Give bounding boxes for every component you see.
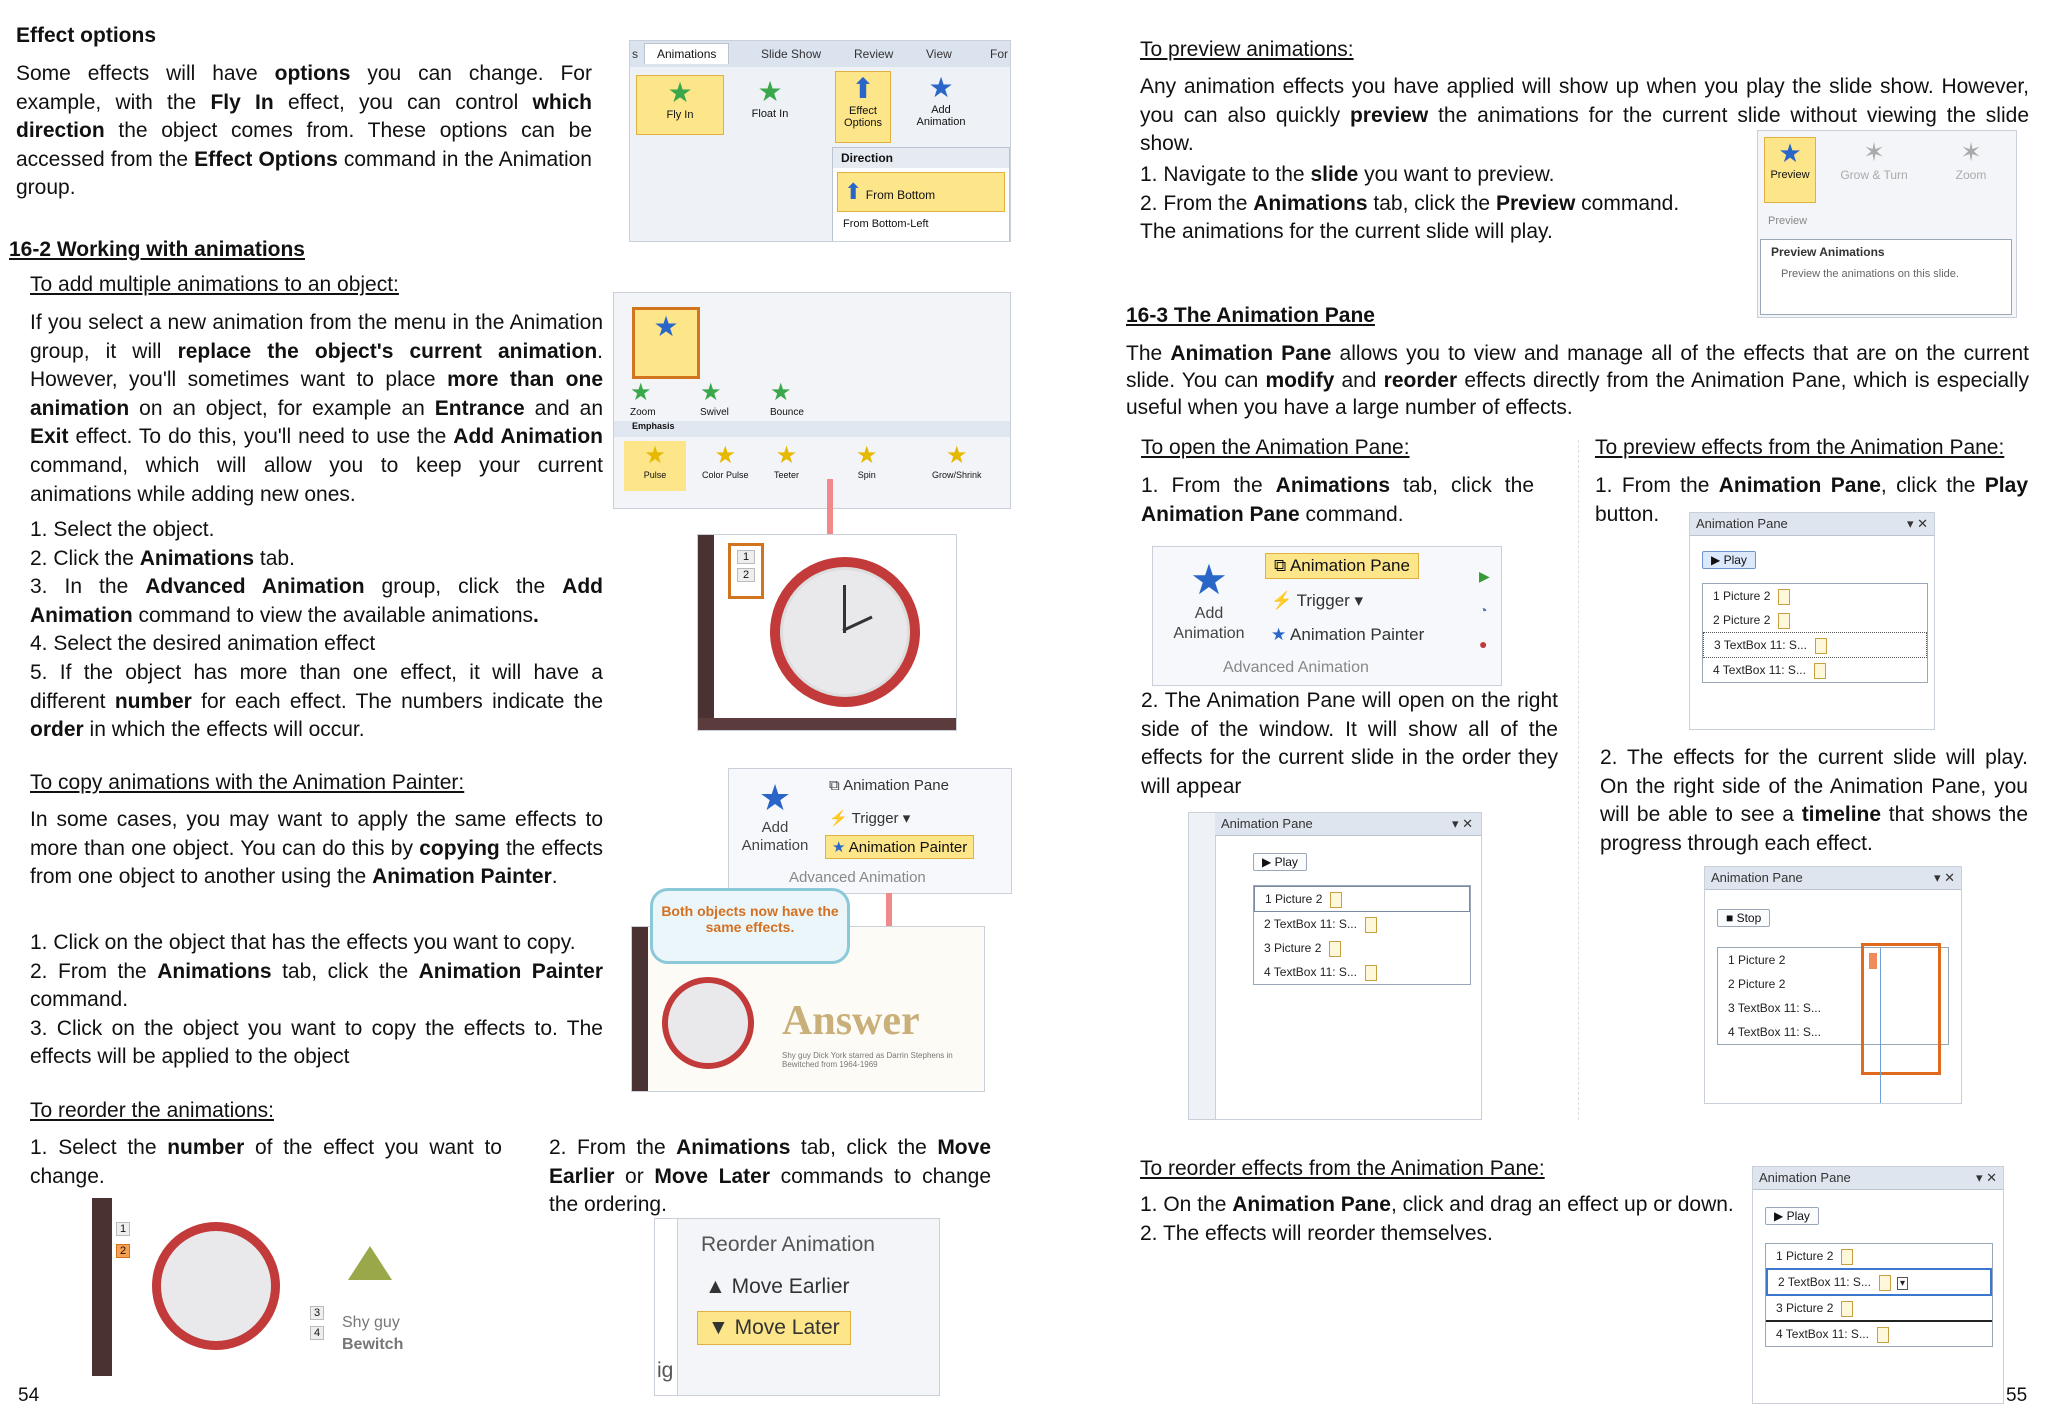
clock-screenshot bbox=[697, 534, 957, 731]
step-line: 1. On the Animation Pane, click and drag an effect up or down. bbox=[1140, 1193, 1734, 1216]
timeline-box bbox=[1365, 917, 1377, 933]
step-line: 2. From the Animations tab, click the Animation Painter command. bbox=[30, 959, 603, 1012]
list-item[interactable] bbox=[1254, 960, 1470, 984]
triangle-logo bbox=[348, 1246, 392, 1280]
timeline-box bbox=[1877, 1327, 1889, 1343]
reorder-pane-steps bbox=[1140, 1191, 1760, 1248]
list-item-label: 3 TextBox 11: S... bbox=[1714, 638, 1807, 652]
preview-label: Preview bbox=[1770, 169, 1810, 181]
step-line: 5. If the object has more than one effect, it will have a different number for each effect. The numbers indicate the order in which the effects will occur. bbox=[30, 660, 603, 742]
preview-tooltip bbox=[1760, 239, 2012, 315]
play-label: Play bbox=[1786, 1209, 1810, 1223]
reorder-step1: 1. Select the number of the effect you want to change. bbox=[30, 1136, 502, 1188]
pane-title: Animation Pane bbox=[1759, 1170, 1851, 1185]
gallery-group-label: Emphasis bbox=[614, 421, 1011, 437]
column-divider bbox=[1578, 440, 1580, 1120]
timeline-box bbox=[1329, 941, 1341, 957]
ribbon-tab-format[interactable]: For bbox=[990, 47, 1008, 61]
ribbon-tab-review[interactable]: Review bbox=[854, 47, 894, 61]
shy-guy-line: Shy guy bbox=[342, 1314, 400, 1331]
animation-painter-label: Animation Painter bbox=[848, 839, 968, 856]
pane-title: Animation Pane bbox=[1221, 816, 1313, 831]
color-pulse-star-icon: ★ bbox=[714, 442, 737, 469]
stop-button[interactable]: ■ Stop bbox=[1717, 909, 1770, 927]
badge-2[interactable]: 2 bbox=[116, 1244, 130, 1258]
callout-bubble: Both objects now have the same effects. bbox=[650, 888, 850, 964]
play-label: Play bbox=[1723, 553, 1747, 567]
preview-star-icon: ★ bbox=[1778, 138, 1802, 168]
badge-1[interactable]: 1 bbox=[737, 550, 755, 564]
direction-option-label: From Bottom bbox=[865, 188, 936, 202]
play-button[interactable]: ▶ Play bbox=[1253, 853, 1307, 871]
play-label: Play bbox=[1274, 855, 1298, 869]
animation-gallery-screenshot bbox=[613, 292, 1011, 509]
bewitch-line: Bewitch bbox=[342, 1336, 404, 1353]
preview-subheading: To preview animations: bbox=[1140, 38, 1354, 61]
animation-pane-body: The Animation Pane allows you to view and manage all of the effects that are on the current slide. You can modify and reorder effects directly from the Animation Pane, which is especially useful when you have a large number of effects. bbox=[1126, 342, 2030, 419]
clock-badges-screenshot bbox=[92, 1198, 412, 1376]
ribbon-tab-bar bbox=[630, 41, 1010, 67]
timeline-box bbox=[1778, 613, 1790, 629]
timeline-box bbox=[1814, 663, 1826, 679]
advanced-group-label: Advanced Animation bbox=[1223, 659, 1369, 676]
list-item-label: 2 TextBox 11: S... bbox=[1264, 917, 1357, 931]
preview-pane-subheading: To preview effects from the Animation Pane: bbox=[1595, 436, 2005, 459]
add-animation-gallery-button[interactable] bbox=[632, 307, 700, 379]
trigger-button[interactable]: ⚡ Trigger ▾ bbox=[829, 810, 911, 827]
close-icon[interactable]: ▾ ✕ bbox=[1906, 516, 1928, 531]
list-item-label: 2 Picture 2 bbox=[1728, 977, 1786, 991]
badge-4[interactable]: 4 bbox=[310, 1326, 324, 1340]
animation-pane-button[interactable]: ⧉ Animation Pane bbox=[829, 777, 949, 794]
reorder-animation-screenshot bbox=[654, 1218, 940, 1396]
add-animation-star-icon: ★ bbox=[758, 777, 792, 818]
step-line: 1. Click on the object that has the effects you want to copy. bbox=[30, 931, 576, 954]
step-line: 2. Click the Animations tab. bbox=[30, 546, 295, 570]
list-item[interactable] bbox=[1703, 584, 1927, 608]
working-heading: 16-2 Working with animations bbox=[9, 238, 305, 261]
add-animation-label: Add Animation bbox=[741, 819, 809, 854]
list-item[interactable] bbox=[1254, 936, 1470, 960]
tooltip-title: Preview Animations bbox=[1771, 245, 1885, 259]
grow-turn-star-icon: ✶ bbox=[1863, 137, 1885, 167]
pane-list bbox=[1765, 1243, 1993, 1347]
move-later-label: Move Later bbox=[734, 1316, 840, 1339]
stop-label: Stop bbox=[1736, 911, 1762, 925]
preview-screenshot bbox=[1757, 130, 2017, 318]
list-item-label: 4 TextBox 11: S... bbox=[1713, 663, 1806, 677]
gallery-item-spin[interactable]: Spin bbox=[857, 470, 876, 480]
pane-title: Animation Pane bbox=[1711, 870, 1803, 885]
close-icon[interactable]: ▾ ✕ bbox=[1933, 870, 1955, 885]
preview-pane-step1: 1. From the Animation Pane, click the Play button. bbox=[1595, 474, 2028, 526]
trigger-button[interactable]: ⚡ Trigger ▾ bbox=[1271, 591, 1364, 610]
reorder-menu-title: Reorder Animation bbox=[701, 1233, 875, 1256]
copy-body: In some cases, you may want to apply the same effects to more than one object. You can do this by copying the effects from one object to another using the Animation Painter. bbox=[30, 808, 603, 889]
open-pane-step2: 2. The Animation Pane will open on the right side of the window. It will show all of the effects for the current slide in the order they will appear bbox=[1141, 689, 1558, 798]
list-item-label: 2 TextBox 11: S... bbox=[1778, 1275, 1871, 1289]
add-multiple-body: If you select a new animation from the menu in the Animation group, it will replace the object's current animation. However, you'll sometimes want to place more than one animation on an object, for example an Entrance and an Exit effect. To do this, you'll need to use the Add Animation command, which will allow you to keep your current animations while adding new ones. bbox=[30, 311, 604, 506]
reorder-subheading: To reorder the animations: bbox=[30, 1099, 274, 1122]
timeline-box bbox=[1815, 638, 1827, 654]
direction-label: Direction bbox=[833, 148, 1009, 168]
ribbon-tab-s[interactable]: s bbox=[632, 47, 638, 61]
add-animation-star-icon: ★ bbox=[653, 311, 679, 342]
pulse-star-icon: ★ bbox=[644, 442, 666, 469]
effect-options-heading: Effect options bbox=[16, 24, 156, 47]
slide-thumb-strip bbox=[698, 535, 714, 730]
animation-pane-screenshot-a bbox=[1188, 812, 1482, 1120]
effect-options-button[interactable] bbox=[835, 71, 891, 143]
animation-pane-command-screenshot bbox=[1152, 546, 1502, 686]
list-item[interactable] bbox=[1703, 608, 1927, 632]
preview-body: Any animation effects you have applied will show up when you play the slide show. However, you can also quickly preview the animations for the current slide without viewing the slide show. bbox=[1140, 75, 2029, 156]
float-in-star-icon: ★ bbox=[757, 76, 783, 107]
effect-options-screenshot bbox=[629, 40, 1011, 242]
list-item-label: 1 Picture 2 bbox=[1713, 589, 1771, 603]
add-animation-button[interactable] bbox=[1161, 555, 1257, 644]
fly-in-label: Fly In bbox=[666, 109, 694, 121]
step-line: 2. The effects will reorder themselves. bbox=[1140, 1221, 1493, 1245]
advanced-group-label: Advanced Animation bbox=[789, 869, 926, 886]
dropdown-arrow-icon[interactable]: ▾ bbox=[1897, 1277, 1908, 1290]
preview-steps bbox=[1140, 161, 1740, 247]
list-item-label: 3 TextBox 11: S... bbox=[1728, 1001, 1821, 1015]
zoom-star-icon: ★ bbox=[630, 379, 652, 406]
animation-pane-label: Animation Pane bbox=[843, 777, 949, 794]
clock-hand bbox=[842, 616, 872, 632]
advanced-animation-painter-screenshot bbox=[728, 768, 1012, 894]
list-item-label: 4 TextBox 11: S... bbox=[1264, 965, 1357, 979]
lightning-icon: ⚡ bbox=[829, 810, 848, 827]
page-number-right: 55 bbox=[2006, 1385, 2028, 1406]
grow-shrink-star-icon: ★ bbox=[946, 442, 968, 469]
animation-pane-screenshot-b bbox=[1689, 512, 1935, 730]
grow-turn-button[interactable] bbox=[1824, 137, 1924, 201]
list-item[interactable] bbox=[1703, 658, 1927, 682]
pane-list bbox=[1253, 885, 1471, 985]
animation-pane-screenshot-d bbox=[1752, 1166, 2004, 1404]
bounce-star-icon: ★ bbox=[770, 379, 792, 406]
animation-pane-button[interactable]: ⧉ Animation Pane bbox=[1265, 553, 1419, 579]
animation-painter-button[interactable] bbox=[1271, 625, 1424, 645]
step-line: 3. Click on the object you want to copy the effects to. The effects will be applied to the object bbox=[30, 1016, 603, 1069]
swivel-star-icon: ★ bbox=[700, 379, 722, 406]
timeline-marker bbox=[1880, 947, 1881, 1103]
slide-thumb-strip bbox=[92, 1198, 112, 1376]
slide-caption: Shy guy Dick York starred as Darrin Stephens in Bewitched from 1964-1969 bbox=[782, 1051, 953, 1069]
list-item-label: 1 Picture 2 bbox=[1776, 1249, 1834, 1263]
gallery-item-teeter[interactable]: Teeter bbox=[774, 470, 800, 480]
list-item-label: 4 TextBox 11: S... bbox=[1776, 1327, 1869, 1341]
up-arrow-icon: ⬆ bbox=[844, 179, 863, 204]
list-item-label: 1 Picture 2 bbox=[1728, 953, 1786, 967]
step-line: 3. In the Advanced Animation group, click the Add Animation command to view the available animations. bbox=[30, 575, 603, 627]
grow-turn-label: Grow & Turn bbox=[1840, 168, 1908, 182]
zoom-star-icon: ✶ bbox=[1960, 137, 1982, 167]
pane-title-bar bbox=[1690, 513, 1934, 536]
animation-pane-heading: 16-3 The Animation Pane bbox=[1126, 304, 1375, 327]
list-item[interactable] bbox=[1703, 632, 1927, 658]
step-line: 2. From the Animations tab, click the Preview command. bbox=[1140, 191, 1680, 215]
animation-painter-label: Animation Painter bbox=[1290, 625, 1425, 644]
move-earlier-button[interactable]: ▲ Move Earlier bbox=[705, 1275, 850, 1298]
add-multiple-steps bbox=[30, 516, 603, 745]
slide-bottom-strip bbox=[698, 718, 956, 730]
list-item[interactable] bbox=[1766, 1268, 1992, 1296]
list-item-label: 1 Picture 2 bbox=[1265, 892, 1323, 906]
list-item[interactable] bbox=[1766, 1296, 1992, 1322]
pane-title-bar bbox=[1215, 813, 1481, 836]
gallery-item-zoom[interactable]: Zoom bbox=[630, 407, 656, 418]
add-animation-small-label: Add Animation bbox=[916, 104, 966, 128]
play-button[interactable]: ▶ Play bbox=[1765, 1207, 1819, 1225]
spin-star-icon: ★ bbox=[856, 442, 878, 469]
add-animation-label: Add Animation bbox=[1173, 605, 1245, 642]
gallery-item-bounce[interactable]: Bounce bbox=[770, 407, 804, 418]
timeline-box bbox=[1330, 892, 1342, 908]
zoom-button[interactable] bbox=[1938, 137, 2004, 201]
effect-options-body: Some effects will have options you can change. For example, with the Fly In effect, you can control which direction the object comes from. These options can be accessed from the Effect Options command in the Animation group. bbox=[16, 62, 592, 200]
list-item-label: 2 Picture 2 bbox=[1713, 613, 1771, 627]
tooltip-body: Preview the animations on this slide. bbox=[1781, 268, 1959, 280]
fly-in-star-icon: ★ bbox=[667, 77, 693, 108]
timeline-box bbox=[1841, 1301, 1853, 1317]
pane-title: Animation Pane bbox=[1696, 516, 1788, 531]
step-line: 1. Navigate to the slide you want to preview. bbox=[1140, 163, 1555, 186]
step-line: 4. Select the desired animation effect bbox=[30, 632, 376, 656]
timeline-box bbox=[1841, 1249, 1853, 1265]
preview-pane-step2: 2. The effects for the current slide will play. On the right side of the Animation Pane, you will be able to see a timeline that shows the progress through each effect. bbox=[1600, 746, 2028, 855]
float-in-label: Float In bbox=[751, 108, 789, 120]
ribbon-tab-animations[interactable]: Animations bbox=[644, 43, 729, 64]
direction-dropdown bbox=[832, 147, 1010, 242]
list-item[interactable] bbox=[1766, 1322, 1992, 1346]
painter-star-icon: ★ bbox=[1271, 625, 1287, 644]
timeline-box bbox=[1879, 1275, 1891, 1291]
float-in-button[interactable] bbox=[730, 75, 810, 133]
animation-pane-screenshot-c bbox=[1704, 866, 1962, 1104]
side-icons: ▶ ◔ ● bbox=[1479, 568, 1490, 652]
preview-button[interactable] bbox=[1764, 137, 1816, 203]
reorder-pane-subheading: To reorder effects from the Animation Pane: bbox=[1140, 1157, 1545, 1180]
copy-steps bbox=[30, 929, 603, 1072]
add-animation-star-icon: ★ bbox=[1190, 556, 1228, 603]
add-animation-small-button[interactable] bbox=[908, 71, 974, 141]
list-item-label: 3 Picture 2 bbox=[1776, 1301, 1834, 1315]
answer-text: Answer bbox=[782, 998, 920, 1044]
open-pane-subheading: To open the Animation Pane: bbox=[1141, 436, 1410, 459]
gallery-item-color-pulse[interactable]: Color Pulse bbox=[702, 470, 749, 480]
painter-star-icon: ★ bbox=[832, 839, 846, 856]
clock-image bbox=[152, 1222, 280, 1350]
ribbon-tab-slideshow[interactable]: Slide Show bbox=[761, 47, 822, 61]
timeline-bar bbox=[1869, 953, 1877, 969]
preview-group-label: Preview bbox=[1768, 215, 1808, 227]
effect-number-badges[interactable] bbox=[728, 543, 764, 599]
animation-painter-button[interactable] bbox=[825, 835, 974, 859]
animation-pane-label: Animation Pane bbox=[1289, 556, 1410, 575]
add-animation-button[interactable] bbox=[737, 777, 813, 855]
gallery-item-grow-shrink[interactable]: Grow/Shrink bbox=[932, 470, 982, 480]
move-later-button[interactable]: ▼ Move Later bbox=[697, 1311, 851, 1345]
lightning-icon: ⚡ bbox=[1271, 591, 1293, 610]
effect-options-label: Effect Options bbox=[844, 105, 882, 129]
close-icon[interactable]: ▾ ✕ bbox=[1975, 1170, 1997, 1185]
step-line: 1. Select the object. bbox=[30, 518, 215, 541]
up-arrow-icon: ⬆ bbox=[851, 73, 875, 104]
list-item-label: 3 Picture 2 bbox=[1264, 941, 1322, 955]
add-animation-star-icon: ★ bbox=[928, 72, 954, 103]
add-multiple-subheading: To add multiple animations to an object: bbox=[30, 273, 399, 296]
badge-3[interactable]: 3 bbox=[310, 1306, 324, 1320]
fly-in-button[interactable] bbox=[636, 75, 724, 135]
move-earlier-label: Move Earlier bbox=[731, 1275, 850, 1298]
gallery-ribbon-strip bbox=[704, 311, 1004, 371]
clock-image bbox=[770, 557, 920, 707]
trigger-label: Trigger bbox=[1296, 591, 1350, 610]
list-item[interactable] bbox=[1766, 1244, 1992, 1268]
trigger-label: Trigger bbox=[851, 810, 899, 827]
scrollbar[interactable] bbox=[1189, 813, 1216, 1119]
gallery-item-pulse[interactable]: Pulse bbox=[643, 470, 667, 480]
ribbon-tab-view[interactable]: View bbox=[926, 47, 952, 61]
page-number-left: 54 bbox=[18, 1385, 40, 1406]
pane-title-bar bbox=[1705, 867, 1961, 890]
zoom-label: Zoom bbox=[1955, 168, 1987, 182]
step-line: The animations for the current slide will play. bbox=[1140, 220, 1553, 244]
teeter-star-icon: ★ bbox=[775, 442, 798, 469]
pane-title-bar bbox=[1753, 1167, 2003, 1190]
clock-image bbox=[662, 977, 754, 1069]
gallery-item-swivel[interactable]: Swivel bbox=[700, 407, 729, 418]
pane-list bbox=[1702, 583, 1928, 683]
copy-subheading: To copy animations with the Animation Painter: bbox=[30, 771, 465, 794]
shy-guy-text bbox=[342, 1312, 403, 1356]
badge-1[interactable]: 1 bbox=[116, 1222, 130, 1236]
truncated-label: ig bbox=[657, 1359, 674, 1382]
clock-hand bbox=[843, 585, 846, 633]
list-item[interactable] bbox=[1254, 886, 1470, 912]
direction-option-from-bottom[interactable] bbox=[837, 172, 1005, 212]
direction-option-from-bottom-left[interactable]: From Bottom-Left bbox=[843, 218, 929, 230]
timeline-box bbox=[1778, 589, 1790, 605]
open-pane-step1: 1. From the Animations tab, click the Animation Pane command. bbox=[1141, 474, 1534, 526]
list-item-label: 4 TextBox 11: S... bbox=[1728, 1025, 1821, 1039]
slide-thumb-strip bbox=[632, 927, 648, 1091]
close-icon[interactable]: ▾ ✕ bbox=[1451, 816, 1473, 831]
list-item[interactable] bbox=[1254, 912, 1470, 936]
badge-2[interactable]: 2 bbox=[737, 568, 755, 582]
timeline-box bbox=[1365, 965, 1377, 981]
reorder-step2: 2. From the Animations tab, click the Move Earlier or Move Later commands to change the ordering. bbox=[549, 1136, 991, 1217]
play-button[interactable]: ▶ Play bbox=[1702, 551, 1756, 569]
